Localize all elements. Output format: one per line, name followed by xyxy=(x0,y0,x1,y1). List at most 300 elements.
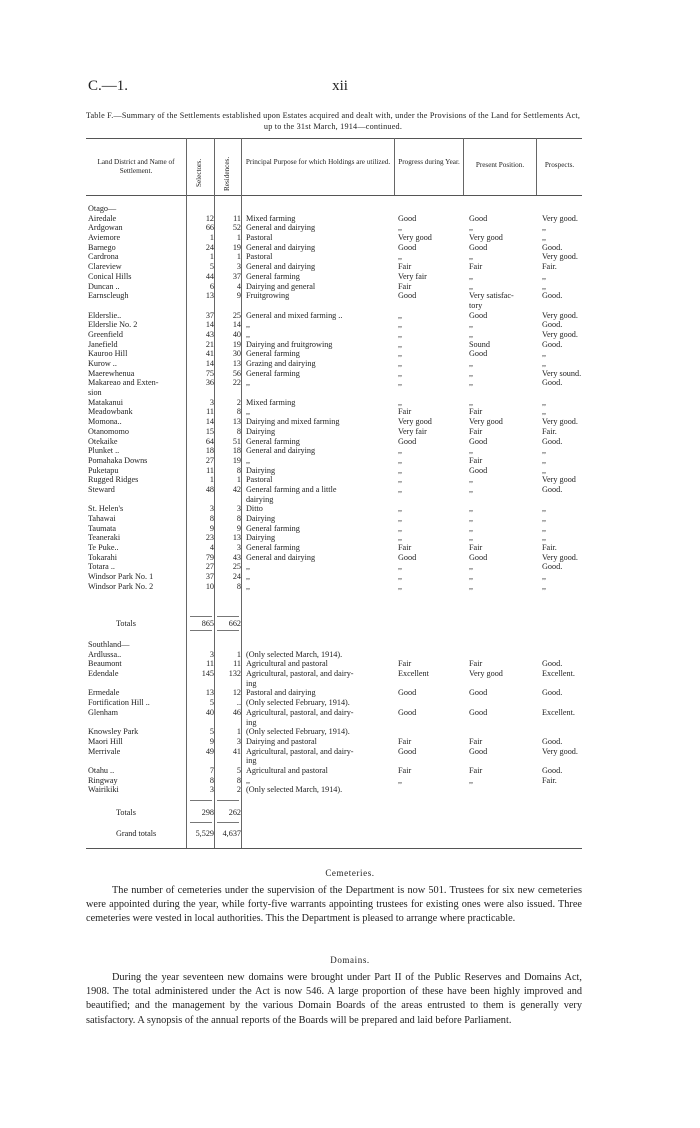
southland-totals-row xyxy=(86,808,582,818)
cell-position: Fair xyxy=(469,455,483,465)
cell-progress: Good xyxy=(398,213,417,223)
cell-prospects: Very good. xyxy=(542,746,578,756)
cell-res: 11 xyxy=(233,213,241,223)
cell-purpose: General and mixed farming .. xyxy=(246,310,343,320)
cell-progress: Very good xyxy=(398,233,432,243)
cell-progress: Very fair xyxy=(398,426,427,436)
cell-res: 1 xyxy=(236,649,241,659)
cell-res: 12 xyxy=(232,688,241,698)
cell-res: 56 xyxy=(232,368,241,378)
totals-label: Totals xyxy=(116,619,136,628)
cell-position: ,, xyxy=(469,397,474,407)
cell-prospects: Very good xyxy=(542,475,576,485)
cell-name: Plunket .. xyxy=(88,446,120,456)
cell-res: 30 xyxy=(232,349,241,359)
cell-prospects: Very good. xyxy=(542,552,578,562)
cell-progress: ,, xyxy=(398,329,403,339)
cell-res: 3 xyxy=(236,504,241,514)
cell-sel: 66 xyxy=(205,223,214,233)
cell-res: 18 xyxy=(232,446,241,456)
cell-position: Sound xyxy=(469,339,490,349)
grand-totals-residences: 4,637 xyxy=(222,829,241,838)
cell-prospects: Very good. xyxy=(542,252,578,262)
cell-sel: 3 xyxy=(209,397,214,407)
cell-position: ,, xyxy=(469,271,474,281)
cell-position: Fair xyxy=(469,426,483,436)
cell-name: Ardgowan xyxy=(88,223,123,233)
cell-progress: Good xyxy=(398,291,417,301)
cell-res: 22 xyxy=(232,378,241,388)
cell-position: Good xyxy=(469,436,488,446)
cell-sel: 27 xyxy=(205,455,214,465)
cell-name: Kurow .. xyxy=(88,359,117,368)
cell-position: ,, xyxy=(469,581,474,591)
cell-name: Kauroo Hill xyxy=(88,349,128,359)
cell-res: 37 xyxy=(232,271,241,281)
cell-sel: 13 xyxy=(205,688,214,698)
cell-res: 8 xyxy=(236,581,241,591)
cell-purpose: Agricultural, pastoral, and dairy- xyxy=(246,707,354,717)
totals-selectors: 298 xyxy=(201,808,214,817)
cell-purpose: Mixed farming xyxy=(246,213,296,223)
cell-position: ,, xyxy=(469,523,474,533)
cell-progress: Fair xyxy=(398,543,412,553)
cell-res: 46 xyxy=(232,707,241,717)
cell-progress: ,, xyxy=(398,359,403,368)
cell-prospects: Good. xyxy=(542,484,563,494)
cell-name: Taumata xyxy=(88,523,117,533)
cell-name: Te Puke.. xyxy=(88,543,119,553)
cell-sel: 49 xyxy=(205,746,214,756)
cell-position: ,, xyxy=(469,281,474,291)
cell-purpose: ,, xyxy=(246,581,251,591)
table-row xyxy=(86,698,582,708)
cell-purpose: General farming xyxy=(246,349,300,359)
cell-purpose: Grazing and dairying xyxy=(246,359,316,368)
cell-position: Very good xyxy=(469,417,503,427)
cell-res: 9 xyxy=(236,291,241,301)
cell-progress: Good xyxy=(398,552,417,562)
cell-sel: 14 xyxy=(205,359,214,368)
cell-name: Maori Hill xyxy=(88,736,123,746)
cell-sel: 4 xyxy=(209,543,214,553)
cell-sel: 14 xyxy=(205,320,214,330)
cell-prospects: Good. xyxy=(542,320,563,330)
cell-purpose: Agricultural, pastoral, and dairy- xyxy=(246,746,354,756)
cell-position: ,, xyxy=(469,223,474,233)
table-row xyxy=(86,252,582,262)
cell-res: 1 xyxy=(236,475,241,485)
table-row xyxy=(86,262,582,272)
header-progress: Progress during Year. xyxy=(398,158,460,166)
cell-purpose: Ditto xyxy=(246,504,263,514)
cell-purpose: General farming xyxy=(246,271,300,281)
cell-purpose: ing xyxy=(246,756,257,766)
cell-sel: 18 xyxy=(205,446,214,456)
cell-progress: Good xyxy=(398,746,417,756)
header-name: Land District and Name of Settlement. xyxy=(97,158,175,175)
cell-progress: Fair xyxy=(398,407,412,417)
otago-table-body xyxy=(86,204,582,592)
table-row xyxy=(86,243,582,253)
cell-purpose: Pastoral and dairying xyxy=(246,688,316,698)
cell-purpose: ,, xyxy=(246,320,251,330)
cell-position: Good xyxy=(469,707,488,717)
cell-progress: ,, xyxy=(398,349,403,359)
cell-name: Maerewhenua xyxy=(88,368,135,378)
cell-sel: 36 xyxy=(205,378,214,388)
cell-purpose: General farming and a little xyxy=(246,484,337,494)
cell-res: 2 xyxy=(236,397,241,407)
cell-sel: 15 xyxy=(205,426,214,436)
cell-position: Good xyxy=(469,213,488,223)
cell-purpose: General and dairying xyxy=(246,552,316,562)
cell-purpose: ing xyxy=(246,717,257,727)
cell-sel: 11 xyxy=(206,465,214,475)
cell-prospects: Good. xyxy=(542,736,563,746)
cell-position: Fair xyxy=(469,262,483,272)
cell-prospects: ,, xyxy=(542,581,547,591)
cell-position: Good xyxy=(469,552,488,562)
cell-res: 1 xyxy=(236,252,241,262)
cell-progress: Fair xyxy=(398,736,412,746)
table-row xyxy=(86,388,582,398)
cell-sel: 9 xyxy=(209,523,214,533)
table-row xyxy=(86,688,582,698)
table-row xyxy=(86,572,582,582)
table-row xyxy=(86,456,582,466)
cell-name: Ermedale xyxy=(88,688,120,698)
cell-purpose: Pastoral xyxy=(246,233,273,243)
cell-position: ,, xyxy=(469,446,474,456)
cell-position: ,, xyxy=(469,252,474,262)
table-row xyxy=(86,311,582,321)
cemeteries-heading: Cemeteries. xyxy=(325,868,375,878)
cell-prospects: Good. xyxy=(542,688,563,698)
cell-name: Ringway xyxy=(88,775,118,785)
cell-sel: 27 xyxy=(205,562,214,572)
cell-res: 25 xyxy=(232,562,241,572)
cell-prospects: ,, xyxy=(542,397,547,407)
cell-sel: 7 xyxy=(209,765,214,775)
cell-name: Otanomomo xyxy=(88,426,129,436)
cell-progress: ,, xyxy=(398,455,403,465)
table-row xyxy=(86,650,582,660)
cell-name: Puketapu xyxy=(88,465,119,475)
cell-sel: 13 xyxy=(205,291,214,301)
table-row xyxy=(86,233,582,243)
cell-progress: ,, xyxy=(398,484,403,494)
cell-res: 13 xyxy=(232,417,241,427)
cell-prospects: Fair. xyxy=(542,775,557,785)
totals-rule xyxy=(190,630,212,631)
table-row xyxy=(86,272,582,282)
cell-position: Very good xyxy=(469,669,503,679)
totals-rule xyxy=(190,822,212,823)
cell-purpose: Dairying xyxy=(246,426,276,436)
table-row xyxy=(86,427,582,437)
cell-sel: 1 xyxy=(209,252,214,262)
cell-purpose: Dairying and pastoral xyxy=(246,736,317,746)
cell-name: Glenham xyxy=(88,707,119,717)
cell-position: Fair xyxy=(469,736,483,746)
header-purpose: Principal Purpose for which Holdings are utilized. xyxy=(245,158,391,166)
totals-residences: 662 xyxy=(228,619,241,628)
table-row xyxy=(86,475,582,485)
table-row xyxy=(86,282,582,292)
grand-totals-label: Grand totals xyxy=(116,829,157,838)
cell-sel: 6 xyxy=(209,281,214,291)
cell-progress: ,, xyxy=(398,252,403,262)
cell-purpose: Dairying xyxy=(246,465,276,475)
cell-progress: ,, xyxy=(398,533,403,543)
cell-name: Makareao and Exten- xyxy=(88,378,159,388)
cell-purpose: (Only selected March, 1914). xyxy=(246,649,343,659)
cell-position: Good xyxy=(469,465,488,475)
cell-purpose: General and dairying xyxy=(246,446,316,456)
totals-residences: 262 xyxy=(228,808,241,817)
cell-prospects: ,, xyxy=(542,233,547,243)
cell-res: 3 xyxy=(236,543,241,553)
cell-prospects: Good. xyxy=(542,436,563,446)
cell-name: Airedale xyxy=(88,213,117,223)
cell-name: Edendale xyxy=(88,669,119,679)
table-row xyxy=(86,398,582,408)
cell-prospects: Good. xyxy=(542,291,563,301)
cell-progress: ,, xyxy=(398,339,403,349)
cell-sel: 75 xyxy=(205,368,214,378)
table-row xyxy=(86,669,582,679)
table-row xyxy=(86,582,582,592)
table-bottom-rule xyxy=(86,848,582,849)
table-row xyxy=(86,766,582,776)
cell-prospects: ,, xyxy=(542,349,547,359)
cell-sel: 41 xyxy=(205,349,214,359)
cell-res: 51 xyxy=(232,436,241,446)
cell-position: Very satisfac- xyxy=(469,291,514,301)
cell-name: Teaneraki xyxy=(88,533,121,543)
cell-progress: ,, xyxy=(398,475,403,485)
domains-paragraph: During the year seventeen new domains were brought under Part II of the Public Reserves and Domains Act, 1908. The total administered under the Act is now 546. A large proportion of these have been highly improved and beautified; and the management by the various Domain Boards of the areas entrusted to them is generally very satisfactory. A synopsis of the annual reports of the Boards will be prepared and laid before Parliament. xyxy=(86,972,582,1026)
cell-sel: 37 xyxy=(205,572,214,582)
cell-purpose: (Only selected March, 1914). xyxy=(246,785,343,795)
cell-purpose: Dairying and general xyxy=(246,281,316,291)
cell-purpose: General farming xyxy=(246,523,300,533)
table-row xyxy=(86,223,582,233)
cell-purpose: ,, xyxy=(246,455,251,465)
cell-res: 9 xyxy=(236,523,241,533)
cell-prospects: Very good. xyxy=(542,329,578,339)
cell-prospects: ,, xyxy=(542,223,547,233)
cell-name: Rugged Ridges xyxy=(88,475,139,485)
cell-name: Tokarahi xyxy=(88,552,117,562)
header-position: Present Position. xyxy=(475,161,525,169)
cell-progress: ,, xyxy=(398,572,403,582)
cell-name: Elderslie.. xyxy=(88,310,122,320)
cell-prospects: Fair. xyxy=(542,426,557,436)
page-ref: C.—1. xyxy=(88,78,129,94)
table-top-rule xyxy=(86,138,582,139)
cell-progress: ,, xyxy=(398,523,403,533)
cell-sel: 1 xyxy=(209,233,214,243)
cell-prospects: ,, xyxy=(542,455,547,465)
cell-sel: 37 xyxy=(205,310,214,320)
cell-position: ,, xyxy=(469,368,474,378)
cell-prospects: Fair. xyxy=(542,543,557,553)
cell-progress: ,, xyxy=(398,514,403,523)
cell-purpose: Agricultural, pastoral, and dairy- xyxy=(246,669,354,679)
table-row xyxy=(86,378,582,388)
cell-position: Fair xyxy=(469,765,483,775)
table-row xyxy=(86,659,582,669)
cell-progress: ,, xyxy=(398,378,403,388)
cell-sel: 145 xyxy=(201,669,214,679)
cell-purpose: General and dairying xyxy=(246,262,316,272)
table-row xyxy=(86,407,582,417)
cell-progress: ,, xyxy=(398,775,403,785)
cell-sel: 3 xyxy=(209,785,214,795)
cell-name: Otekaike xyxy=(88,436,118,446)
cell-sel: 9 xyxy=(209,736,214,746)
column-rule xyxy=(394,138,395,195)
cell-sel: 40 xyxy=(205,707,214,717)
cell-position: Good xyxy=(469,688,488,698)
cell-position: ,, xyxy=(469,329,474,339)
cell-name: Otahu .. xyxy=(88,765,115,775)
totals-rule xyxy=(217,630,239,631)
cell-sel: 11 xyxy=(206,407,214,417)
cell-res: 4 xyxy=(236,281,241,291)
cell-prospects: Good. xyxy=(542,378,563,388)
cell-res: 13 xyxy=(232,359,241,368)
cell-progress: Fair xyxy=(398,659,412,669)
cell-position: Fair xyxy=(469,659,483,669)
cell-purpose: ing xyxy=(246,678,257,688)
cell-res: 41 xyxy=(232,746,241,756)
cell-purpose: Agricultural and pastoral xyxy=(246,659,328,669)
cell-name: Cardrona xyxy=(88,252,119,262)
cell-res: 8 xyxy=(236,514,241,523)
table-row xyxy=(86,204,582,214)
cell-purpose: General farming xyxy=(246,543,300,553)
cell-position: Good xyxy=(469,310,488,320)
cell-sel: 5 xyxy=(209,727,214,737)
cell-res: 11 xyxy=(233,659,241,669)
table-row xyxy=(86,718,582,728)
table-row xyxy=(86,737,582,747)
table-row xyxy=(86,437,582,447)
domains-heading: Domains. xyxy=(330,955,370,965)
cell-prospects: ,, xyxy=(542,514,547,523)
cell-name: Ardlussa.. xyxy=(88,649,122,659)
cell-name: Knowsley Park xyxy=(88,727,139,737)
cell-purpose: Fruitgrowing xyxy=(246,291,290,301)
table-row xyxy=(86,514,582,524)
cell-name: St. Helen's xyxy=(88,504,124,514)
cell-prospects: Excellent. xyxy=(542,707,575,717)
table-row xyxy=(86,533,582,543)
cell-purpose: ,, xyxy=(246,329,251,339)
cell-sel: 3 xyxy=(209,649,214,659)
cell-position: Fair xyxy=(469,543,483,553)
cell-purpose: General and dairying xyxy=(246,223,316,233)
cell-name: Earnscleugh xyxy=(88,291,129,301)
cell-sel: 10 xyxy=(205,581,214,591)
cell-purpose: ,, xyxy=(246,407,251,417)
otago-totals-row xyxy=(86,619,582,629)
cell-name: Wairikiki xyxy=(88,785,119,795)
table-row xyxy=(86,320,582,330)
cell-position: ,, xyxy=(469,359,474,368)
cell-name: Totara .. xyxy=(88,562,115,572)
cell-purpose: ,, xyxy=(246,572,251,582)
cell-progress: ,, xyxy=(398,465,403,475)
table-row xyxy=(86,747,582,757)
cell-purpose: (Only selected February, 1914). xyxy=(246,727,350,737)
table-row xyxy=(86,504,582,514)
cell-progress: ,, xyxy=(398,562,403,572)
table-row xyxy=(86,562,582,572)
totals-rule xyxy=(217,616,239,617)
table-row xyxy=(86,369,582,379)
table-row xyxy=(86,330,582,340)
southland-table-body xyxy=(86,640,582,795)
cemeteries-paragraph: The number of cemeteries under the supervision of the Department is now 501. Trustees for six new cemeteries were appointed during the year, while forty-five warrants appointing trustees for existing ones were also issued. Three cemeteries were vested in local authorities. This the Department is pleased to arrange where practicable. xyxy=(86,885,582,925)
cell-prospects: Very sound. xyxy=(542,368,582,378)
cell-name: Aviemore xyxy=(88,233,121,243)
cell-res: .. xyxy=(236,698,241,708)
cell-position: ,, xyxy=(469,320,474,330)
cell-prospects: ,, xyxy=(542,446,547,456)
cell-progress: ,, xyxy=(398,223,403,233)
table-row xyxy=(86,708,582,718)
table-row xyxy=(86,485,582,495)
cell-prospects: Good. xyxy=(542,339,563,349)
table-header-rule xyxy=(86,195,582,196)
cell-purpose: General farming xyxy=(246,436,300,446)
cell-sel: 11 xyxy=(206,659,214,669)
header-prospects: Prospects. xyxy=(544,161,575,169)
cell-prospects: ,, xyxy=(542,465,547,475)
cell-res: 3 xyxy=(236,262,241,272)
cell-prospects: Excellent. xyxy=(542,669,575,679)
cell-progress: Fair xyxy=(398,765,412,775)
cell-position: Very good xyxy=(469,233,503,243)
table-row xyxy=(86,776,582,786)
cell-res: 42 xyxy=(232,484,241,494)
cell-sel: 24 xyxy=(205,242,214,252)
totals-rule xyxy=(190,800,212,801)
cell-sel: 12 xyxy=(205,213,214,223)
cell-position: ,, xyxy=(469,378,474,388)
cell-position: Fair xyxy=(469,407,483,417)
cell-purpose: ,, xyxy=(246,775,251,785)
cell-purpose: Agricultural and pastoral xyxy=(246,765,328,775)
table-row xyxy=(86,417,582,427)
cell-progress: Very good xyxy=(398,417,432,427)
cell-position: Good xyxy=(469,349,488,359)
cell-progress: Good xyxy=(398,436,417,446)
cell-res: 8 xyxy=(236,426,241,436)
cell-res: 14 xyxy=(232,320,241,330)
cell-name: Greenfield xyxy=(88,329,124,339)
cell-prospects: Very good. xyxy=(542,213,578,223)
cell-name: Matakanui xyxy=(88,397,124,407)
cell-progress: ,, xyxy=(398,320,403,330)
cell-res: 3 xyxy=(236,736,241,746)
cell-name: Clareview xyxy=(88,262,122,272)
table-row xyxy=(86,524,582,534)
